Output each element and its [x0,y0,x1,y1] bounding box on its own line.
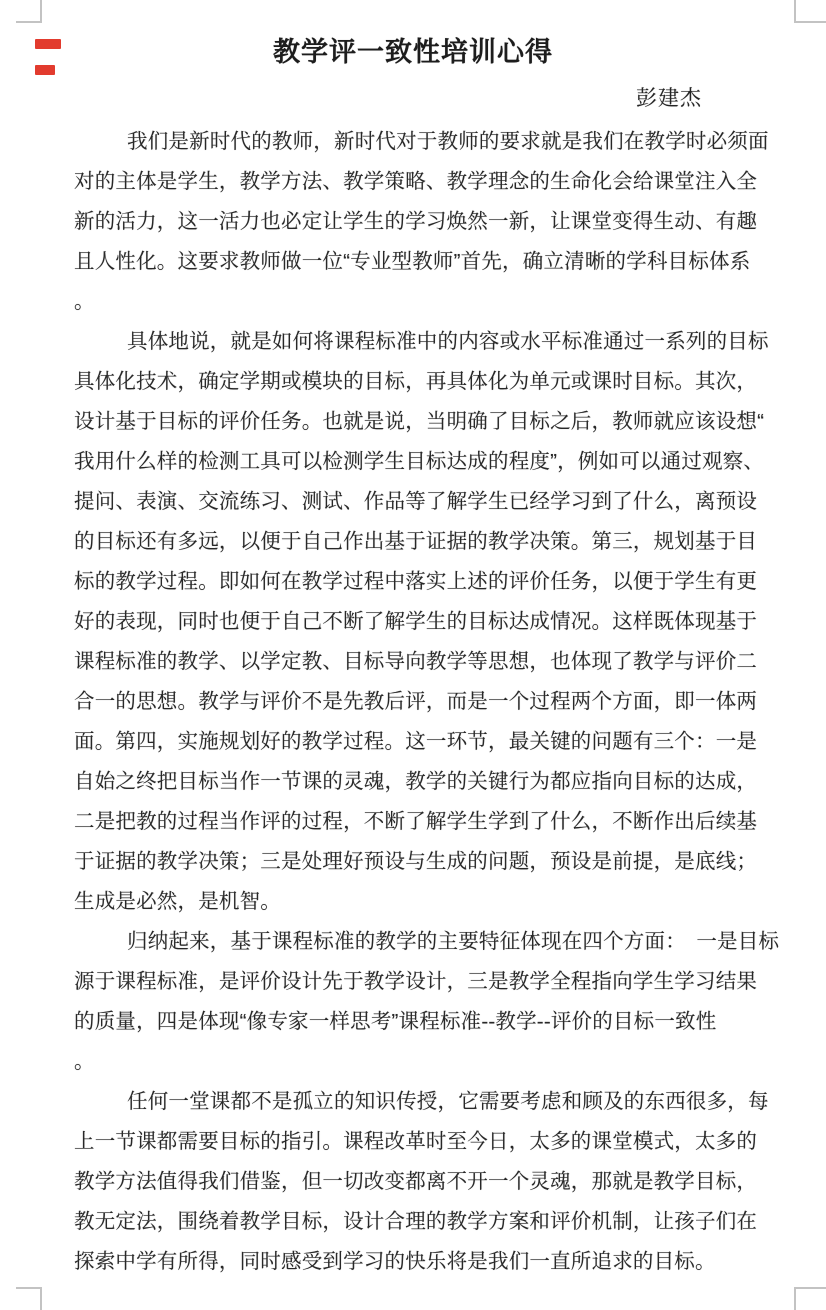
crop-mark-top-left-icon [16,0,42,23]
text-line: 具体化技术，确定学期或模块的目标，再具体化为单元或课时目标。其次， [74,370,758,393]
text-line: 。 [74,290,95,313]
text-line: 合一的思想。教学与评价不是先教后评，而是一个过程两个方面，即一体两 [74,690,758,713]
paragraph-3 [74,922,780,1082]
text-line: 提问、表演、交流练习、测试、作品等了解学生已经学习到了什么，离预设 [74,490,758,513]
document-title: 教学评一致性培训心得 [273,37,553,67]
crop-mark-top-right-icon [794,0,826,23]
text-line: 。 [74,1050,95,1073]
text-line: 我用什么样的检测工具可以检测学生目标达成的程度”，例如可以通过观察、 [74,450,765,473]
text-line: 教学方法值得我们借鉴，但一切改变都离不开一个灵魂，那就是教学目标， [74,1170,758,1193]
text-line: 设计基于目标的评价任务。也就是说，当明确了目标之后，教师就应该设想“ [74,410,765,433]
crop-mark-bottom-right-icon [794,1287,826,1310]
paragraph-1 [74,122,769,322]
crop-mark-bottom-left-icon [16,1287,42,1310]
paragraph-2 [74,322,769,922]
text-line: 的目标还有多远，以便于自己作出基于证据的教学决策。第三，规划基于目 [74,530,758,553]
text-line: 具体地说，就是如何将课程标准中的内容或水平标准通过一系列的目标 [127,330,769,353]
text-line: 探索中学有所得，同时感受到学习的快乐将是我们一直所追求的目标。 [74,1250,716,1273]
text-line: 面。第四，实施规划好的教学过程。这一环节，最关键的问题有三个：一是 [74,730,758,753]
text-line: 归纳起来，基于课程标准的教学的主要特征体现在四个方面： 一是目标 [127,930,780,953]
text-line: 新的活力，这一活力也必定让学生的学习焕然一新，让课堂变得生动、有趣 [74,210,758,233]
text-line: 任何一堂课都不是孤立的知识传授，它需要考虑和顾及的东西很多，每 [127,1090,769,1113]
text-line: 源于课程标准，是评价设计先于教学设计，三是教学全程指向学生学习结果 [74,970,758,993]
text-line: 生成是必然，是机智。 [74,890,281,913]
text-line: 标的教学过程。即如何在教学过程中落实上述的评价任务，以便于学生有更 [74,570,758,593]
text-line: 且人性化。这要求教师做一位“专业型教师”首先，确立清晰的学科目标体系 [74,250,751,273]
text-line: 课程标准的教学、以学定教、目标导向教学等思想，也体现了教学与评价二 [74,650,758,673]
text-line: 于证据的教学决策；三是处理好预设与生成的问题，预设是前提，是底线； [74,850,758,873]
text-line: 的质量，四是体现“像专家一样思考”课程标准--教学--评价的目标一致性 [74,1010,717,1033]
text-line: 上一节课都需要目标的指引。课程改革时至今日，太多的课堂模式，太多的 [74,1130,758,1153]
text-line: 二是把教的过程当作评的过程，不断了解学生学到了什么，不断作出后续基 [74,810,758,833]
text-line: 好的表现，同时也便于自己不断了解学生的目标达成情况。这样既体现基于 [74,610,758,633]
author-name: 彭建杰 [636,87,702,110]
document-body [74,122,780,1282]
paragraph-4 [74,1082,769,1282]
text-line: 教无定法，围绕着教学目标，设计合理的教学方案和评价机制，让孩子们在 [74,1210,758,1233]
text-line: 我们是新时代的教师，新时代对于教师的要求就是我们在教学时必须面 [127,130,769,153]
text-line: 对的主体是学生，教学方法、教学策略、教学理念的生命化会给课堂注入全 [74,170,758,193]
text-line: 自始之终把目标当作一节课的灵魂，教学的关键行为都应指向目标的达成， [74,770,758,793]
